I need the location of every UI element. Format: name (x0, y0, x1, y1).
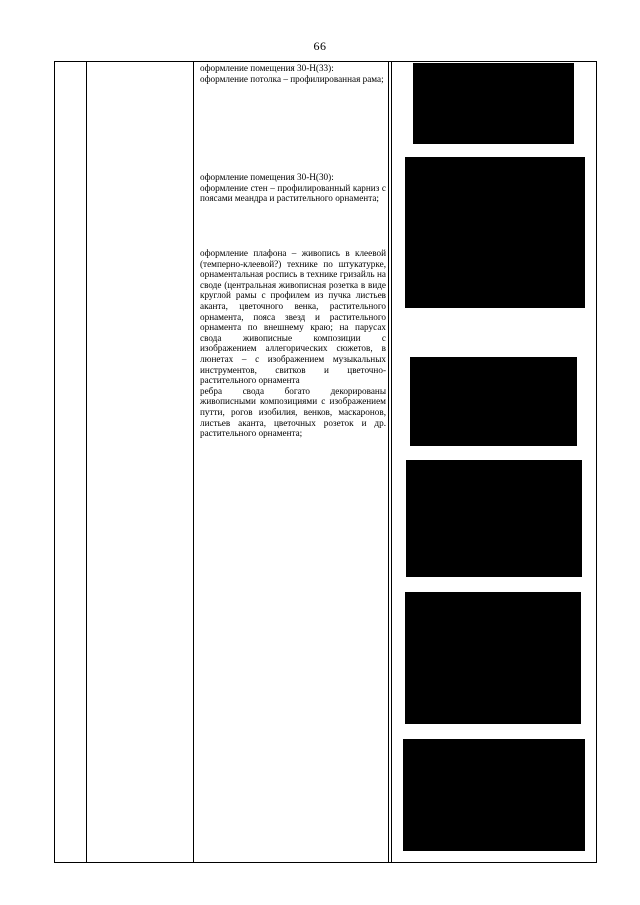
column-divider (388, 62, 389, 862)
entry-walls-30n30 (200, 172, 386, 204)
column-divider (391, 62, 392, 862)
redacted-photo (410, 357, 577, 446)
entry-text: оформление плафона – живопись в клеевой (темперно-клеевой?) технике по штукатурке, орнаментальная роспись в технике гризайль на своде (центральная живописная розетка в виде круглой рамы с профилем из пучка листьев аканта, цветочного венка, растительного орнамента, пояса звезд и растительного орнамента по внешнему краю; на парусах свода живописные композиции с изображением аллегорических сюжетов, в люнетах – с изображением музыкальных инструментов, свитков и цветочно-растительного орнамента (200, 248, 386, 386)
entry-text: оформление потолка – профилированная рама; (200, 73, 384, 84)
entry-heading: оформление помещения 30-Н(30): (200, 172, 334, 182)
redacted-photo (413, 63, 574, 144)
redacted-photo (405, 592, 581, 724)
entry-plafond (200, 248, 386, 439)
redacted-photo (403, 739, 585, 851)
page-number: 66 (313, 39, 327, 53)
entry-text: ребра свода богато декорированы живописными композициями с изображением путти, рогов изобилия, венков, маскаронов, листьев аканта, цветочных розеток и др. растительного орнамента; (200, 385, 386, 439)
redacted-photo (405, 157, 585, 308)
column-divider (193, 62, 194, 862)
description-table (54, 61, 597, 863)
entry-text: оформление стен – профилированный карниз с поясами меандра и растительного орнамента; (200, 182, 386, 204)
redacted-photo (406, 460, 582, 577)
entry-heading: оформление помещения 30-Н(33): (200, 63, 334, 73)
entry-ceiling-30n33 (200, 63, 386, 84)
column-divider (86, 62, 87, 862)
